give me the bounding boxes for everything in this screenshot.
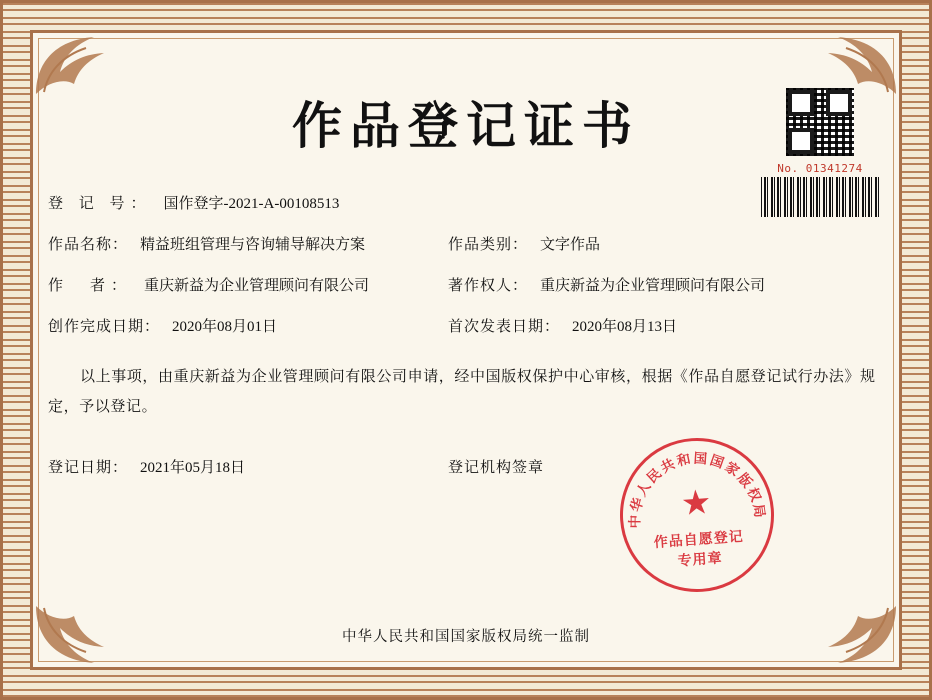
field-work-name — [48, 233, 448, 254]
seal-line-1: 作品自愿登记 — [653, 529, 745, 552]
code-block — [760, 88, 880, 217]
barcode-icon — [761, 177, 879, 217]
field-row-registration-number — [48, 192, 884, 213]
field-copyright-owner — [448, 274, 884, 295]
creation-date-label: 创作完成日期： — [48, 319, 161, 335]
seal-arc-label: 中华人民共和国国家版权局 — [627, 450, 768, 529]
agency-seal-label: 登记机构签章 — [448, 460, 545, 476]
work-type-value: 文字作品 — [540, 237, 601, 253]
copyright-owner-value: 重庆新益为企业管理顾问有限公司 — [540, 278, 766, 294]
first-publish-value: 2020年08月13日 — [572, 319, 678, 335]
certificate-content — [48, 48, 884, 652]
registration-number-value: 国作登字-2021-A-00108513 — [163, 196, 340, 212]
fields-block — [48, 192, 884, 336]
field-row-work — [48, 233, 884, 254]
field-row-dates — [48, 315, 884, 336]
footer-text: 中华人民共和国国家版权局统一监制 — [342, 629, 590, 645]
field-creation-date — [48, 315, 448, 336]
registration-number-label: 登 记 号： — [48, 196, 152, 212]
serial-no-label: No. — [777, 162, 799, 175]
qr-code-icon — [786, 88, 854, 156]
field-first-publish-date — [448, 315, 884, 336]
serial-no-value: 01341274 — [805, 162, 863, 175]
statement-paragraph: 以上事项，由重庆新益为企业管理顾问有限公司申请，经中国版权保护中心审核，根据《作品自愿登记试行办法》规定，予以登记。 — [48, 369, 876, 415]
field-registration-number — [48, 192, 448, 213]
creation-date-value: 2020年08月01日 — [172, 319, 278, 335]
work-type-label: 作品类别： — [448, 237, 529, 253]
author-value: 重庆新益为企业管理顾问有限公司 — [144, 278, 370, 294]
first-publish-label: 首次发表日期： — [448, 319, 561, 335]
field-row-author — [48, 274, 884, 295]
serial-number — [760, 162, 880, 175]
document-title: 作品登记证书 — [292, 96, 640, 155]
registration-date-label: 登记日期： — [48, 460, 129, 476]
work-name-value: 精益班组管理与咨询辅导解决方案 — [140, 237, 366, 253]
field-registration-date — [48, 456, 448, 477]
field-author — [48, 274, 448, 295]
author-label: 作 者： — [48, 278, 133, 294]
registration-date-value: 2021年05月18日 — [140, 460, 246, 476]
star-icon: ★ — [679, 484, 713, 524]
official-seal — [615, 433, 779, 597]
field-work-type — [448, 233, 884, 254]
work-name-label: 作品名称： — [48, 237, 129, 253]
qr-eye-icon — [788, 128, 814, 154]
seal-line-2: 专用章 — [677, 551, 724, 570]
copyright-owner-label: 著作权人： — [448, 278, 529, 294]
